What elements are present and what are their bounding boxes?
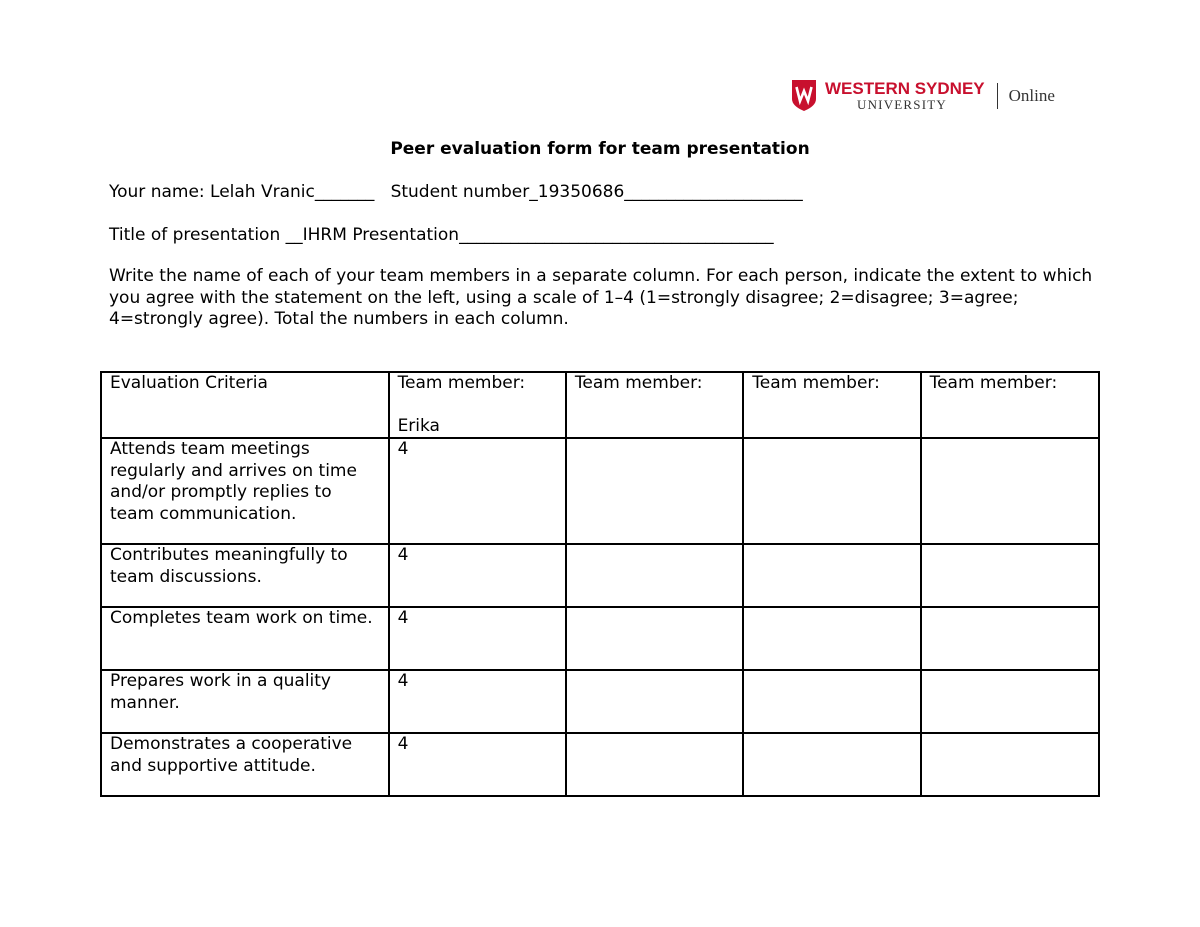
score-cell[interactable] (566, 607, 743, 670)
score-cell[interactable] (743, 670, 920, 733)
table-row (101, 438, 1099, 544)
score-cell[interactable] (743, 607, 920, 670)
score-cell[interactable] (566, 733, 743, 796)
team-member-header-1[interactable] (389, 372, 566, 438)
table-row (101, 670, 1099, 733)
name-student-line: Your name: Lelah Vranic_______ Student number_19350686_____________________ (109, 182, 803, 202)
criteria-header-label: Evaluation Criteria (110, 373, 268, 393)
criterion-cell: Attends team meetings regularly and arrives on time and/or promptly replies to team communication. (101, 438, 389, 544)
score-cell[interactable] (743, 733, 920, 796)
team-member-label: Team member: (929, 373, 1058, 393)
score-cell[interactable] (743, 438, 920, 544)
logo-wordmark (825, 80, 985, 111)
score-cell[interactable]: 4 (389, 438, 566, 544)
logo-online-text: Online (1008, 85, 1055, 105)
table-row (101, 733, 1099, 796)
team-member-label: Team member: (397, 373, 526, 393)
score-cell[interactable]: 4 (389, 670, 566, 733)
score-cell[interactable] (566, 544, 743, 607)
criterion-cell: Contributes meaningfully to team discussions. (101, 544, 389, 607)
logo-divider (997, 83, 998, 109)
table-row (101, 607, 1099, 670)
logo-brand-text: WESTERN SYDNEY (825, 79, 985, 98)
criterion-cell: Demonstrates a cooperative and supportive attitude. (101, 733, 389, 796)
criterion-cell: Prepares work in a quality manner. (101, 670, 389, 733)
score-cell[interactable]: 4 (389, 733, 566, 796)
team-member-name-1: Erika (397, 415, 440, 436)
team-member-header-2[interactable] (566, 372, 743, 438)
team-member-header-4[interactable] (921, 372, 1099, 438)
score-cell[interactable] (921, 670, 1099, 733)
table-header-row (101, 372, 1099, 438)
table-row (101, 544, 1099, 607)
score-cell[interactable] (921, 733, 1099, 796)
criterion-cell: Completes team work on time. (101, 607, 389, 670)
score-cell[interactable] (921, 544, 1099, 607)
instructions-text: Write the name of each of your team members in a separate column. For each person, indicate the extent to which you agree with the statement on the left, using a scale of 1–4 (1=strongly disagree; 2=disagree; 3=agree; 4=strongly agree). Total the numbers in each column. (109, 266, 1093, 329)
team-member-header-3[interactable] (743, 372, 920, 438)
form-title: Peer evaluation form for team presentation (390, 139, 810, 159)
team-member-label: Team member: (574, 373, 703, 393)
score-cell[interactable]: 4 (389, 607, 566, 670)
team-member-label: Team member: (752, 373, 880, 393)
wsu-shield-icon (792, 80, 816, 111)
criteria-header (101, 372, 389, 438)
logo-university-text: UNIVERSITY (857, 97, 947, 112)
evaluation-table (100, 371, 1100, 797)
presentation-title-line: Title of presentation __IHRM Presentation_____________________________________ (109, 225, 774, 245)
score-cell[interactable]: 4 (389, 544, 566, 607)
score-cell[interactable] (921, 438, 1099, 544)
score-cell[interactable] (566, 670, 743, 733)
score-cell[interactable] (743, 544, 920, 607)
score-cell[interactable] (566, 438, 743, 544)
score-cell[interactable] (921, 607, 1099, 670)
university-logo (792, 80, 1055, 111)
